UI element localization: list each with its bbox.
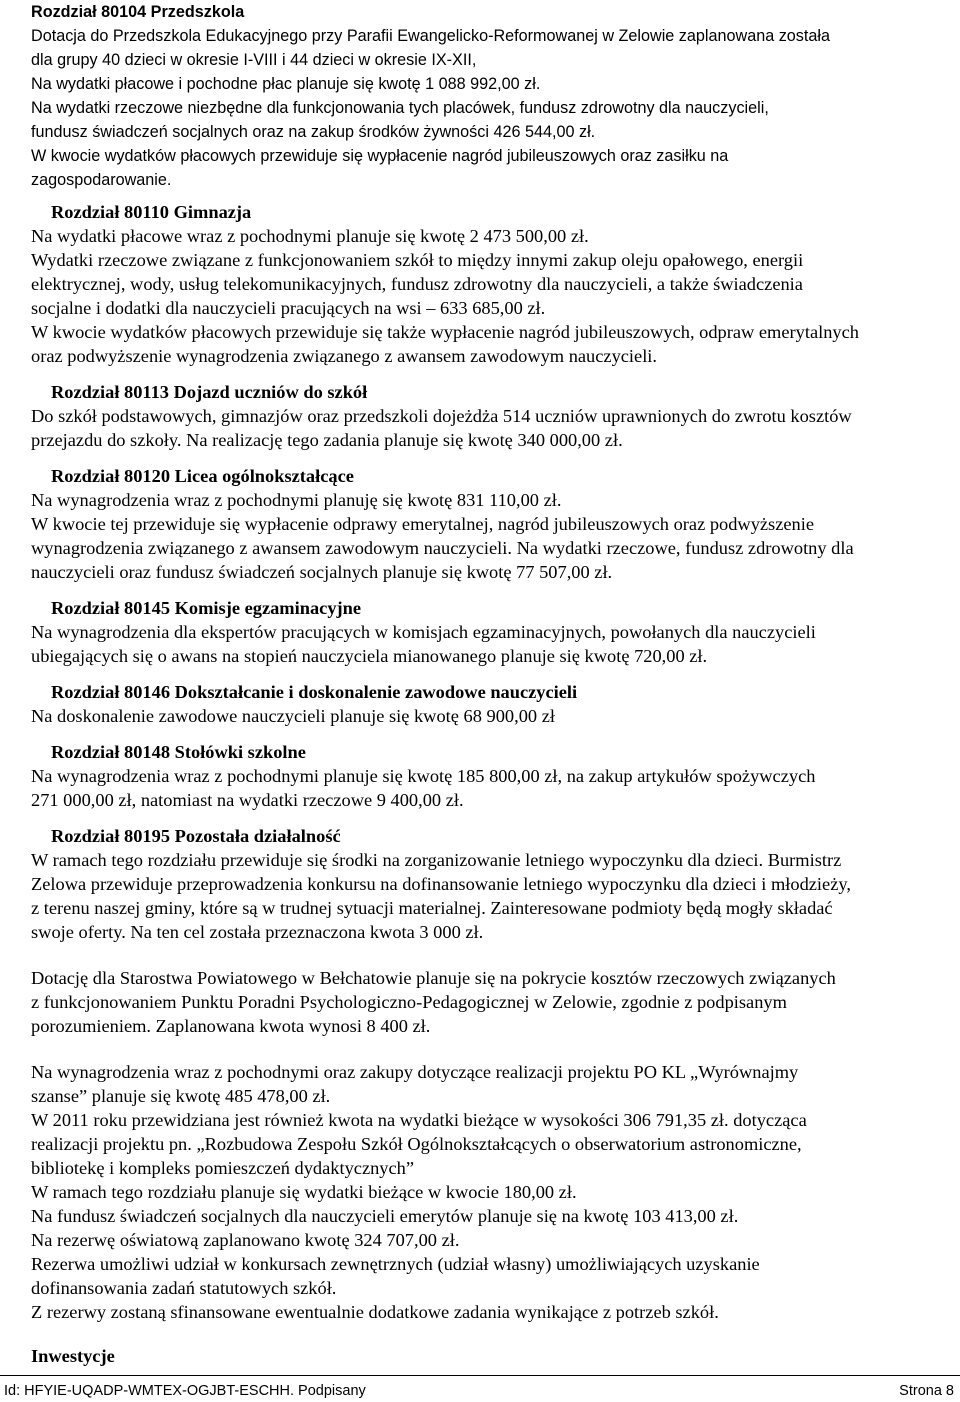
page-number: Strona 8 <box>899 1383 954 1399</box>
page-footer <box>0 1375 960 1399</box>
paragraph-line: W ramach tego rozdziału przewiduje się środki na zorganizowanie letniego wypoczynku dla dzieci. Burmistrz <box>31 850 842 870</box>
paragraph-line: Dotacja do Przedszkola Edukacyjnego przy Parafii Ewangelicko-Reformowanej w Zelowie zaplanowana została <box>31 27 830 45</box>
paragraph-line: elektrycznej, wody, usług telekomunikacyjnych, fundusz zdrowotny dla nauczycieli, a także świadczenia <box>31 274 803 294</box>
paragraph-line: Na wynagrodzenia wraz z pochodnymi planuje się kwotę 185 800,00 zł, na zakup artykułów spożywczych <box>31 766 816 786</box>
paragraph-line: z funkcjonowaniem Punktu Poradni Psychologiczno-Pedagogicznej w Zelowie, zgodnie z podpisanym <box>31 992 787 1012</box>
section-heading: Rozdział 80110 Gimnazja <box>51 202 252 222</box>
paragraph-line: W ramach tego rozdziału planuje się wydatki bieżące w kwocie 180,00 zł. <box>31 1182 577 1202</box>
paragraph-line: Na wydatki płacowe wraz z pochodnymi planuje się kwotę 2 473 500,00 zł. <box>31 226 589 246</box>
paragraph-line: porozumieniem. Zaplanowana kwota wynosi 8 400 zł. <box>31 1016 431 1036</box>
paragraph-line: Na wynagrodzenia dla ekspertów pracujących w komisjach egzaminacyjnych, powołanych dla nauczycieli <box>31 622 816 642</box>
paragraph-line: swoje oferty. Na ten cel została przeznaczona kwota 3 000 zł. <box>31 922 484 942</box>
paragraph-line: ubiegających się o awans na stopień nauczyciela mianowanego planuje się kwotę 720,00 zł. <box>31 646 708 666</box>
paragraph-line: Na wydatki rzeczowe niezbędne dla funkcjonowania tych placówek, fundusz zdrowotny dla nauczycieli, <box>31 99 769 117</box>
paragraph-line: dofinansowania zadań statutowych szkół. <box>31 1278 337 1298</box>
paragraph-line: Dotację dla Starostwa Powiatowego w Bełchatowie planuje się na pokrycie kosztów rzeczowych związanych <box>31 968 836 988</box>
paragraph-line: szanse” planuje się kwotę 485 478,00 zł. <box>31 1086 331 1106</box>
section-heading: Rozdział 80145 Komisje egzaminacyjne <box>51 598 362 618</box>
paragraph-line: fundusz świadczeń socjalnych oraz na zakup środków żywności 426 544,00 zł. <box>31 123 596 141</box>
section-heading: Rozdział 80195 Pozostała działalność <box>51 826 341 846</box>
section-80104 <box>31 0 936 192</box>
paragraph-line: Na fundusz świadczeń socjalnych dla nauczycieli emerytów planuje się na kwotę 103 413,00 zł. <box>31 1206 739 1226</box>
paragraph-line: Na doskonalenie zawodowe nauczycieli planuje się kwotę 68 900,00 zł <box>31 706 555 726</box>
paragraph-line: W 2011 roku przewidziana jest również kwota na wydatki bieżące w wysokości 306 791,35 zł. dotycząca <box>31 1110 807 1130</box>
paragraph-line: realizacji projektu pn. „Rozbudowa Zespołu Szkół Ogólnokształcących o obserwatorium astronomiczne, <box>31 1134 802 1154</box>
paragraph-line: wynagrodzenia związanego z awansem zawodowym nauczycieli. Na wydatki rzeczowe, fundusz zdrowotny dla <box>31 538 854 558</box>
paragraph-line: Na wynagrodzenia wraz z pochodnymi planuję się kwotę 831 110,00 zł. <box>31 490 562 510</box>
paragraph-line: W kwocie wydatków płacowych przewiduje się także wypłacenie nagród jubileuszowych, odpraw emerytalnych <box>31 322 859 342</box>
paragraph-line: oraz podwyższenie wynagrodzenia związanego z awansem zawodowym nauczycieli. <box>31 346 658 366</box>
paragraph-line: Na wydatki płacowe i pochodne płac planuje się kwotę 1 088 992,00 zł. <box>31 75 541 93</box>
document-id: Id: HFYIE-UQADP-WMTEX-OGJBT-ESCHH. Podpisany <box>4 1383 366 1399</box>
document-body <box>31 200 941 1368</box>
section-heading: Rozdział 80120 Licea ogólnokształcące <box>51 466 354 486</box>
paragraph-line: dla grupy 40 dzieci w okresie I-VIII i 44 dzieci w okresie IX-XII, <box>31 51 477 69</box>
investments-heading: Inwestycje <box>31 1346 115 1366</box>
paragraph-line: W kwocie tej przewiduje się wypłacenie odprawy emerytalnej, nagród jubileuszowych oraz podwyższenie <box>31 514 815 534</box>
paragraph-line: Na wynagrodzenia wraz z pochodnymi oraz zakupy dotyczące realizacji projektu PO KL „Wyrównajmy <box>31 1062 799 1082</box>
paragraph-line: Zelowa przewiduje przeprowadzenia konkursu na dofinansowanie letniego wypoczynku dla dzieci i młodzieży, <box>31 874 851 894</box>
paragraph-line: Na rezerwę oświatową zaplanowano kwotę 324 707,00 zł. <box>31 1230 460 1250</box>
paragraph-line: Rezerwa umożliwi udział w konkursach zewnętrznych (udział własny) umożliwiających uzyskanie <box>31 1254 760 1274</box>
paragraph-line: W kwocie wydatków płacowych przewiduje się wypłacenie nagród jubileuszowych oraz zasiłku na <box>31 147 729 165</box>
paragraph-line: zagospodarowanie. <box>31 171 172 189</box>
paragraph-line: przejazdu do szkoły. Na realizację tego zadania planuje się kwotę 340 000,00 zł. <box>31 430 623 450</box>
section-heading: Rozdział 80113 Dojazd uczniów do szkół <box>51 382 368 402</box>
paragraph-line: z terenu naszej gminy, które są w trudnej sytuacji materialnej. Zainteresowane podmioty będą mogły składać <box>31 898 833 918</box>
paragraph-line: Z rezerwy zostaną sfinansowane ewentualnie dodatkowe zadania wynikające z potrzeb szkół. <box>31 1302 719 1322</box>
paragraph-line: Do szkół podstawowych, gimnazjów oraz przedszkoli dojeżdża 514 uczniów uprawnionych do zwrotu kosztów <box>31 406 852 426</box>
paragraph-line: nauczycieli oraz fundusz świadczeń socjalnych planuje się kwotę 77 507,00 zł. <box>31 562 613 582</box>
paragraph-line: 271 000,00 zł, natomiast na wydatki rzeczowe 9 400,00 zł. <box>31 790 464 810</box>
paragraph-line: Wydatki rzeczowe związane z funkcjonowaniem szkół to między innymi zakup oleju opałowego, energii <box>31 250 804 270</box>
section-heading: Rozdział 80104 Przedszkola <box>31 3 245 21</box>
paragraph-line: bibliotekę i kompleks pomieszczeń dydaktycznych” <box>31 1158 415 1178</box>
paragraph-line: socjalne i dodatki dla nauczycieli pracujących na wsi – 633 685,00 zł. <box>31 298 546 318</box>
section-heading: Rozdział 80148 Stołówki szkolne <box>51 742 306 762</box>
section-heading: Rozdział 80146 Dokształcanie i doskonalenie zawodowe nauczycieli <box>51 682 578 702</box>
